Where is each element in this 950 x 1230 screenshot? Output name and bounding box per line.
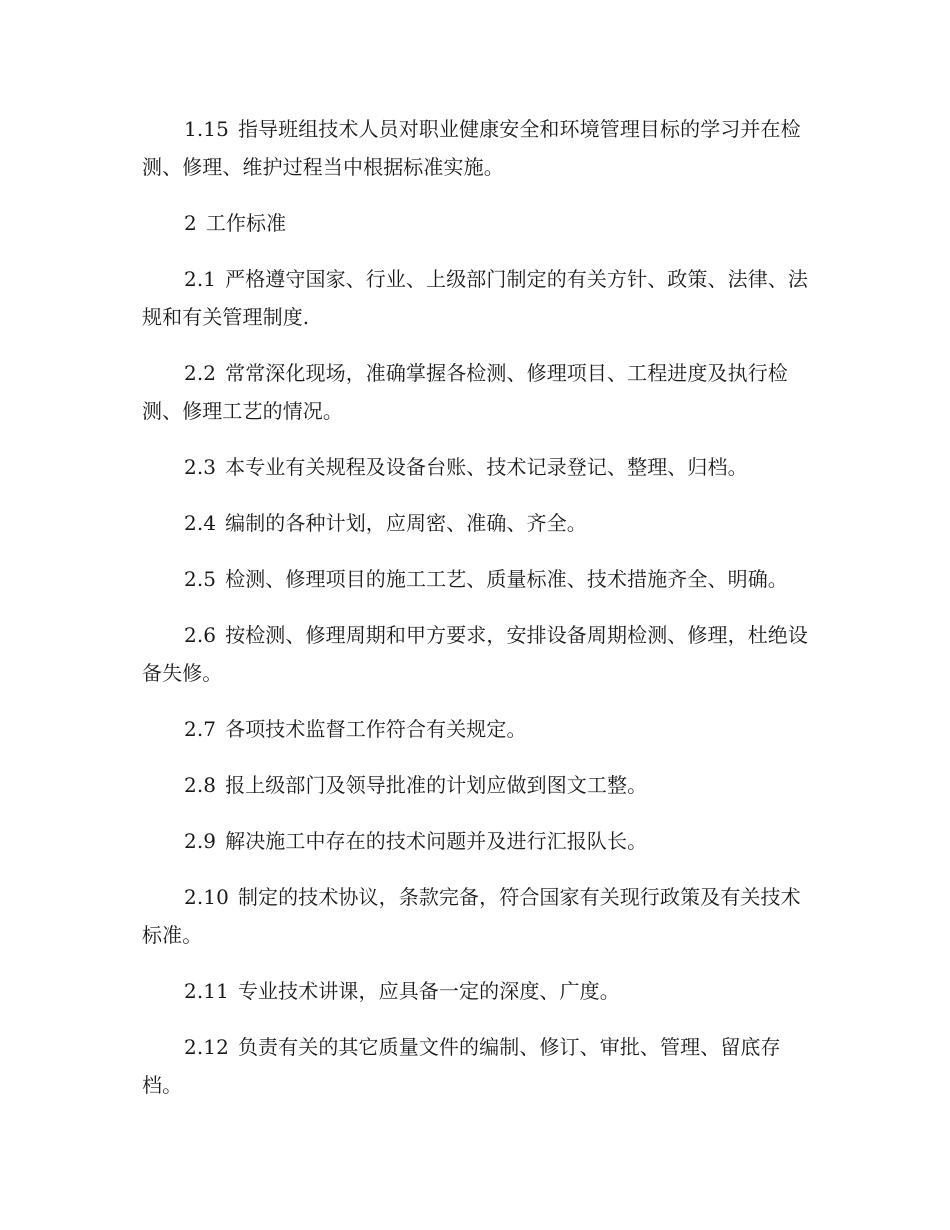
paragraph-2-2 — [142, 354, 812, 430]
paragraph-text: 各项技术监督工作符合有关规定。 — [225, 717, 527, 741]
paragraph-number: 2.1 — [184, 267, 217, 291]
paragraph-number: 2.8 — [184, 773, 217, 797]
paragraph-text: 检测、修理项目的施工工艺、质量标准、技术措施齐全、明确。 — [225, 567, 788, 591]
paragraph-text: 指导班组技术人员对职业健康安全和环境管理目标的学习并在检测、修理、维护过程当中根据标准实施。 — [142, 117, 801, 179]
paragraph-number: 2.6 — [184, 623, 217, 647]
section-number: 2 — [184, 211, 197, 235]
section-title: 工作标准 — [205, 211, 287, 235]
paragraph-number: 2.12 — [184, 1035, 229, 1059]
paragraph-2-3 — [142, 448, 812, 486]
paragraph-number: 2.11 — [184, 979, 229, 1003]
paragraph-text: 报上级部门及领导批准的计划应做到图文工整。 — [225, 773, 648, 797]
paragraph-2-8 — [142, 766, 812, 804]
paragraph-2-10 — [142, 878, 812, 954]
paragraph-2-5 — [142, 560, 812, 598]
paragraph-number: 2.2 — [184, 361, 217, 385]
paragraph-number: 2.4 — [184, 511, 217, 535]
paragraph-text: 制定的技术协议，条款完备，符合国家有关现行政策及有关技术标准。 — [142, 885, 801, 947]
paragraph-text: 解决施工中存在的技术问题并及进行汇报队长。 — [225, 829, 648, 853]
section-heading-2 — [142, 204, 812, 242]
paragraph-number: 2.5 — [184, 567, 217, 591]
paragraph-2-11 — [142, 972, 812, 1010]
paragraph-text: 按检测、修理周期和甲方要求，安排设备周期检测、修理，杜绝设备失修。 — [142, 623, 809, 685]
paragraph-1-15 — [142, 110, 812, 186]
paragraph-number: 1.15 — [184, 117, 229, 141]
paragraph-text: 负责有关的其它质量文件的编制、修订、审批、管理、留底存档。 — [142, 1035, 781, 1097]
paragraph-2-12 — [142, 1028, 812, 1104]
paragraph-2-6 — [142, 616, 812, 692]
paragraph-number: 2.9 — [184, 829, 217, 853]
paragraph-text: 编制的各种计划，应周密、准确、齐全。 — [225, 511, 587, 535]
paragraph-2-7 — [142, 710, 812, 748]
paragraph-number: 2.7 — [184, 717, 217, 741]
paragraph-2-1 — [142, 260, 812, 336]
document-body — [142, 110, 812, 1122]
paragraph-text: 本专业有关规程及设备台账、技术记录登记、整理、归档。 — [225, 455, 748, 479]
paragraph-number: 2.3 — [184, 455, 217, 479]
paragraph-text: 专业技术讲课，应具备一定的深度、广度。 — [237, 979, 620, 1003]
paragraph-2-9 — [142, 822, 812, 860]
paragraph-text: 严格遵守国家、行业、上级部门制定的有关方针、政策、法律、法规和有关管理制度. — [142, 267, 809, 329]
paragraph-2-4 — [142, 504, 812, 542]
paragraph-number: 2.10 — [184, 885, 229, 909]
paragraph-text: 常常深化现场，准确掌握各检测、修理项目、工程进度及执行检测、修理工艺的情况。 — [142, 361, 788, 423]
